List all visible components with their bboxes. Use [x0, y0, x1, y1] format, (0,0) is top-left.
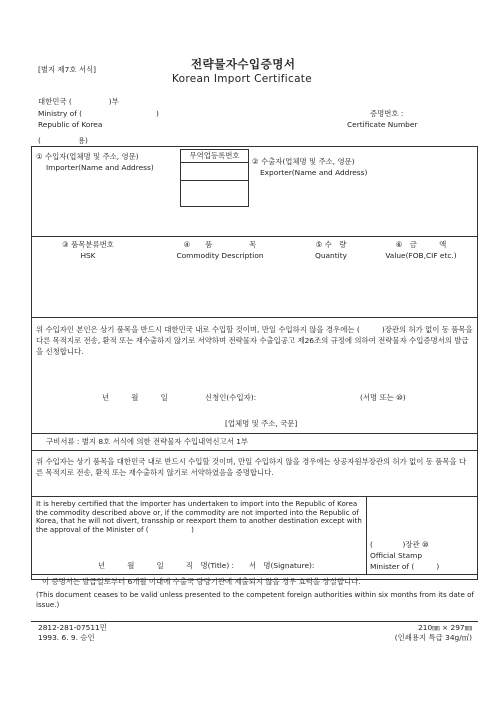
title-english: Korean Import Certificate: [172, 73, 312, 85]
signature-or-seal: (서명 또는 ⑩): [360, 393, 406, 402]
title-korean: 전략물자수입증명서: [191, 57, 296, 71]
divider: [31, 317, 478, 318]
quantity-header-english: Quantity: [315, 251, 347, 260]
validity-notice-english: (This document ceases to be valid unless presented to the competent foreign authorities within six months from its date of issue.): [36, 590, 474, 609]
value-header-english: Value(FOB,CIF etc.): [385, 251, 457, 260]
hsk-header-english: HSK: [80, 251, 96, 260]
divider: [31, 574, 478, 575]
divider: [31, 496, 478, 497]
approval-date: 1993. 6. 9. 승인: [38, 633, 95, 642]
divider: [366, 496, 367, 574]
importer-label-korean: ① 수입자(업체명 및 주소, 영문): [36, 152, 139, 161]
republic-of-korea: Republic of Korea: [38, 120, 103, 129]
official-statement-english: It is hereby certified that the importer has undertaken to import into the Republic of Korea the commodity described above or, if the commodity are not imported into the Republic of Korea, that he will not divert, transship or reexport them to another destination except with the approval of the Minister of ( ): [36, 499, 362, 534]
divider: [31, 450, 478, 451]
hsk-header-korean: ③ 품목분류번호: [62, 240, 114, 249]
minister-english: Minister of ( ): [370, 562, 440, 571]
quantity-header-korean: ⑤ 수 량: [315, 240, 347, 249]
certificate-number-english: Certificate Number: [347, 120, 418, 129]
ministry-english: Ministry of ( ): [38, 109, 159, 118]
minister-korean: ( )장관 ⑩: [370, 540, 429, 549]
certificate-number-korean: 증명번호 :: [370, 109, 404, 118]
exporter-label-korean: ② 수출자(업체명 및 주소, 영문): [252, 157, 355, 166]
attachments-note: 구비서류 : 별지 8호 서식에 의한 전략물자 수입내역신고서 1부: [46, 437, 249, 446]
applicant-label: 신청인(수입자):: [205, 393, 257, 402]
commodity-header-korean: ④ 품 목: [183, 240, 257, 249]
paper-type: (인쇄용지 특급 34g/㎡): [394, 633, 472, 642]
company-name-address: [업체명 및 주소, 국문]: [225, 419, 298, 428]
divider: [31, 433, 478, 434]
importer-label-english: Importer(Name and Address): [46, 163, 154, 172]
validity-notice-korean: 이 증명서는 발급일로부터 6개월 이내에 수출국 담당기관에 제출되지 않을 경우 효력을 상실합니다.: [42, 577, 361, 586]
divider: [180, 162, 249, 163]
application-date: 년 월 일: [102, 393, 168, 402]
footer-divider: [31, 621, 478, 622]
exporter-label-english: Exporter(Name and Address): [260, 168, 368, 177]
seal-note: ( 용): [38, 136, 88, 145]
divider: [180, 180, 249, 181]
form-number: [별지 제7호 서식]: [38, 65, 97, 74]
form-code: 2812-281-07511민: [38, 623, 107, 632]
applicant-statement: 위 수입자인 본인은 상기 품목을 반드시 대한민국 내로 수입할 것이며, 만일 수입하지 않을 경우에는 ( )장관의 허가 없이 동 품목을 다른 목적지로 전송, 환적 또는 재수출하지 않기로 서약하며 전략물자 수출입공고 제26조의 규정에 의하여 전략물자 수입증명서의 발급을 신청합니다.: [36, 325, 473, 357]
divider: [31, 236, 478, 237]
issue-date-title-signature: 년 월 일 직 명(Title) : 서 명(Signature):: [98, 561, 315, 570]
official-stamp-label: Official Stamp: [370, 551, 423, 560]
ministry-korean: 대한민국 ( )부: [38, 97, 119, 106]
official-statement-korean: 위 수입자는 상기 품목을 대한민국 내로 반드시 수입할 것이며, 만일 수입하지 않을 경우에는 상공자원부장관의 허가 없이 동 품목을 다른 목적지로 전송, 환적 또는 재수출하지 않기로 서약하였음을 증명합니다.: [36, 457, 467, 478]
value-header-korean: ⑥ 금 액: [395, 240, 447, 249]
commodity-header-english: Commodity Description: [176, 251, 264, 260]
trade-registration-label: 무역업등록번호: [189, 151, 240, 160]
paper-size: 210㎜ × 297㎜: [418, 623, 472, 632]
